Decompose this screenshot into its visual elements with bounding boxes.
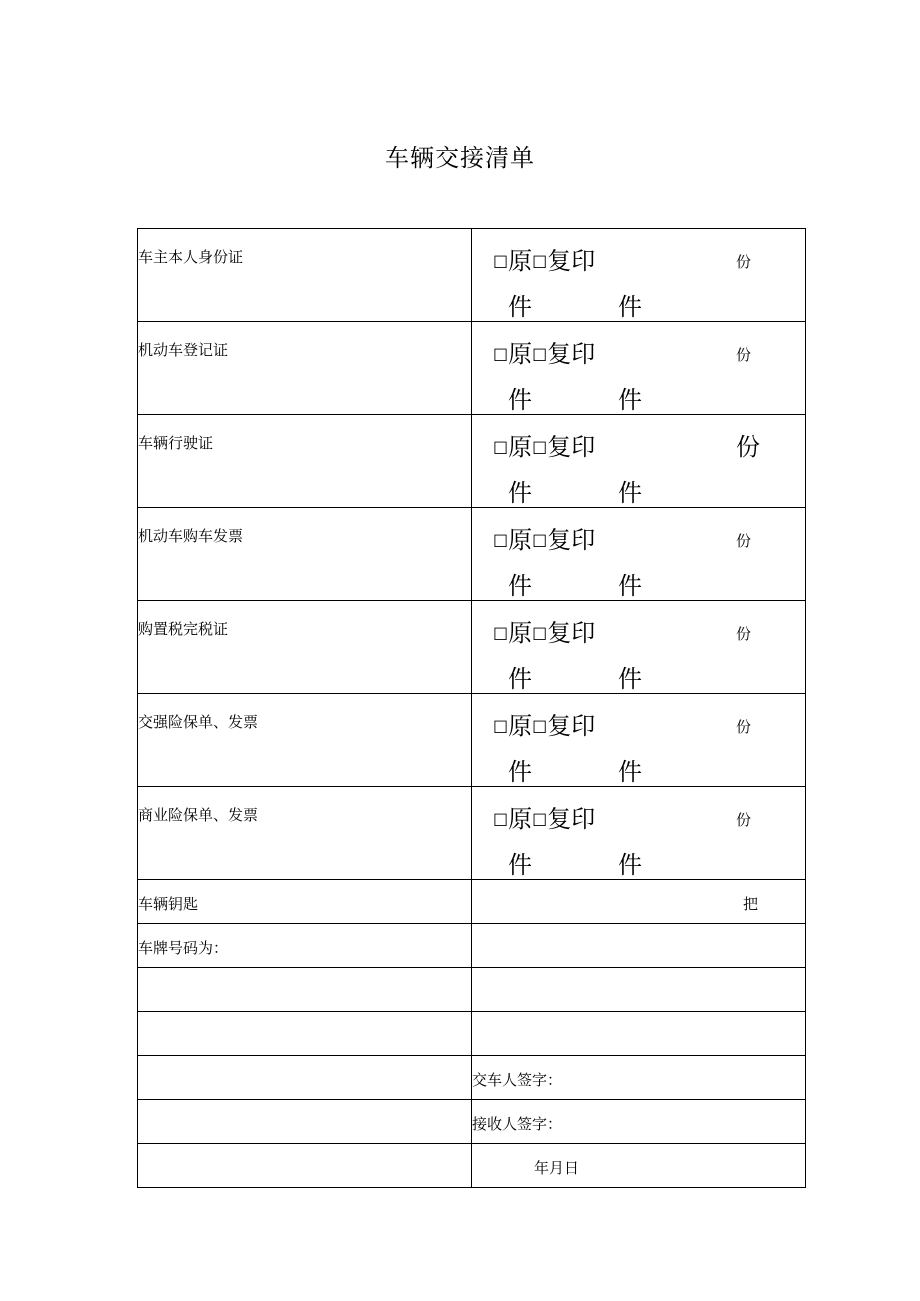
- copy-item-suffix: 件: [618, 572, 642, 600]
- original-label: 原: [508, 619, 533, 647]
- original-label: 原: [508, 712, 533, 740]
- copies-unit: 份: [736, 253, 752, 271]
- receiver-signature-label: 接收人签字：: [472, 1115, 563, 1133]
- copies-unit: 份: [736, 433, 760, 461]
- original-checkbox[interactable]: □: [493, 530, 509, 549]
- receiver-signature-field[interactable]: [472, 1100, 806, 1144]
- copy-checkbox[interactable]: □: [532, 344, 548, 363]
- copy-checkbox[interactable]: □: [532, 716, 548, 735]
- blank-cell[interactable]: [472, 1012, 806, 1056]
- copies-unit: 份: [736, 346, 752, 364]
- original-item-suffix: 件: [508, 572, 532, 600]
- blank-row: [138, 968, 806, 1012]
- page-title: 车辆交接清单: [385, 144, 535, 172]
- copy-label: 复印: [547, 247, 596, 275]
- document-row: [138, 508, 806, 601]
- copy-checkbox[interactable]: □: [532, 623, 548, 642]
- original-label: 原: [508, 805, 533, 833]
- date-row: [138, 1144, 806, 1188]
- original-item-suffix: 件: [508, 665, 532, 693]
- original-label: 原: [508, 247, 533, 275]
- original-label: 原: [508, 340, 533, 368]
- blank-cell[interactable]: [138, 968, 472, 1012]
- plate-field[interactable]: [472, 924, 806, 968]
- blank-cell[interactable]: [138, 1056, 472, 1100]
- copies-unit: 份: [736, 811, 752, 829]
- blank-cell[interactable]: [138, 1100, 472, 1144]
- original-checkbox[interactable]: □: [493, 716, 509, 735]
- blank-cell[interactable]: [472, 968, 806, 1012]
- original-item-suffix: 件: [508, 386, 532, 414]
- blank-cell[interactable]: [138, 1144, 472, 1188]
- date-label: 年月日: [534, 1159, 580, 1177]
- copy-checkbox[interactable]: □: [532, 809, 548, 828]
- copy-item-suffix: 件: [618, 851, 642, 879]
- document-row: [138, 415, 806, 508]
- document-label: 商业险保单、发票: [138, 806, 259, 824]
- copy-item-suffix: 件: [618, 665, 642, 693]
- document-label: 车辆行驶证: [138, 434, 214, 452]
- copy-item-suffix: 件: [618, 479, 642, 507]
- document-row: [138, 601, 806, 694]
- copy-item-suffix: 件: [618, 386, 642, 414]
- blank-cell[interactable]: [138, 1012, 472, 1056]
- original-checkbox[interactable]: □: [493, 344, 509, 363]
- document-label: 购置税完税证: [138, 620, 229, 638]
- copy-label: 复印: [547, 619, 596, 647]
- copies-unit: 份: [736, 532, 752, 550]
- original-item-suffix: 件: [508, 293, 532, 321]
- document-label: 车主本人身份证: [138, 248, 244, 266]
- document-row: [138, 694, 806, 787]
- handover-sign-row: [138, 1056, 806, 1100]
- receiver-sign-row: [138, 1100, 806, 1144]
- keys-row: [138, 880, 806, 924]
- date-field[interactable]: [472, 1144, 806, 1188]
- original-checkbox[interactable]: □: [493, 809, 509, 828]
- plate-row: [138, 924, 806, 968]
- document-label: 机动车登记证: [138, 341, 229, 359]
- copy-label: 复印: [547, 433, 596, 461]
- copy-label: 复印: [547, 526, 596, 554]
- keys-label: 车辆钥匙: [138, 895, 199, 913]
- original-checkbox[interactable]: □: [493, 437, 509, 456]
- copy-label: 复印: [547, 712, 596, 740]
- copy-item-suffix: 件: [618, 293, 642, 321]
- original-item-suffix: 件: [508, 479, 532, 507]
- keys-count-field[interactable]: [472, 880, 806, 924]
- keys-unit: 把: [743, 895, 759, 913]
- copy-item-suffix: 件: [618, 758, 642, 786]
- original-label: 原: [508, 433, 533, 461]
- handover-signature-field[interactable]: [472, 1056, 806, 1100]
- document-row: [138, 322, 806, 415]
- copies-unit: 份: [736, 625, 752, 643]
- plate-label: 车牌号码为：: [138, 939, 229, 957]
- handover-table: [137, 228, 806, 1188]
- handover-signature-label: 交车人签字：: [472, 1071, 563, 1089]
- copy-checkbox[interactable]: □: [532, 530, 548, 549]
- blank-row: [138, 1012, 806, 1056]
- copy-checkbox[interactable]: □: [532, 251, 548, 270]
- document-label: 交强险保单、发票: [138, 713, 259, 731]
- original-item-suffix: 件: [508, 758, 532, 786]
- document-row: [138, 787, 806, 880]
- original-label: 原: [508, 526, 533, 554]
- copies-unit: 份: [736, 718, 752, 736]
- copy-checkbox[interactable]: □: [532, 437, 548, 456]
- original-checkbox[interactable]: □: [493, 623, 509, 642]
- original-item-suffix: 件: [508, 851, 532, 879]
- copy-label: 复印: [547, 805, 596, 833]
- document-label: 机动车购车发票: [138, 527, 244, 545]
- original-checkbox[interactable]: □: [493, 251, 509, 270]
- document-row: [138, 229, 806, 322]
- copy-label: 复印: [547, 340, 596, 368]
